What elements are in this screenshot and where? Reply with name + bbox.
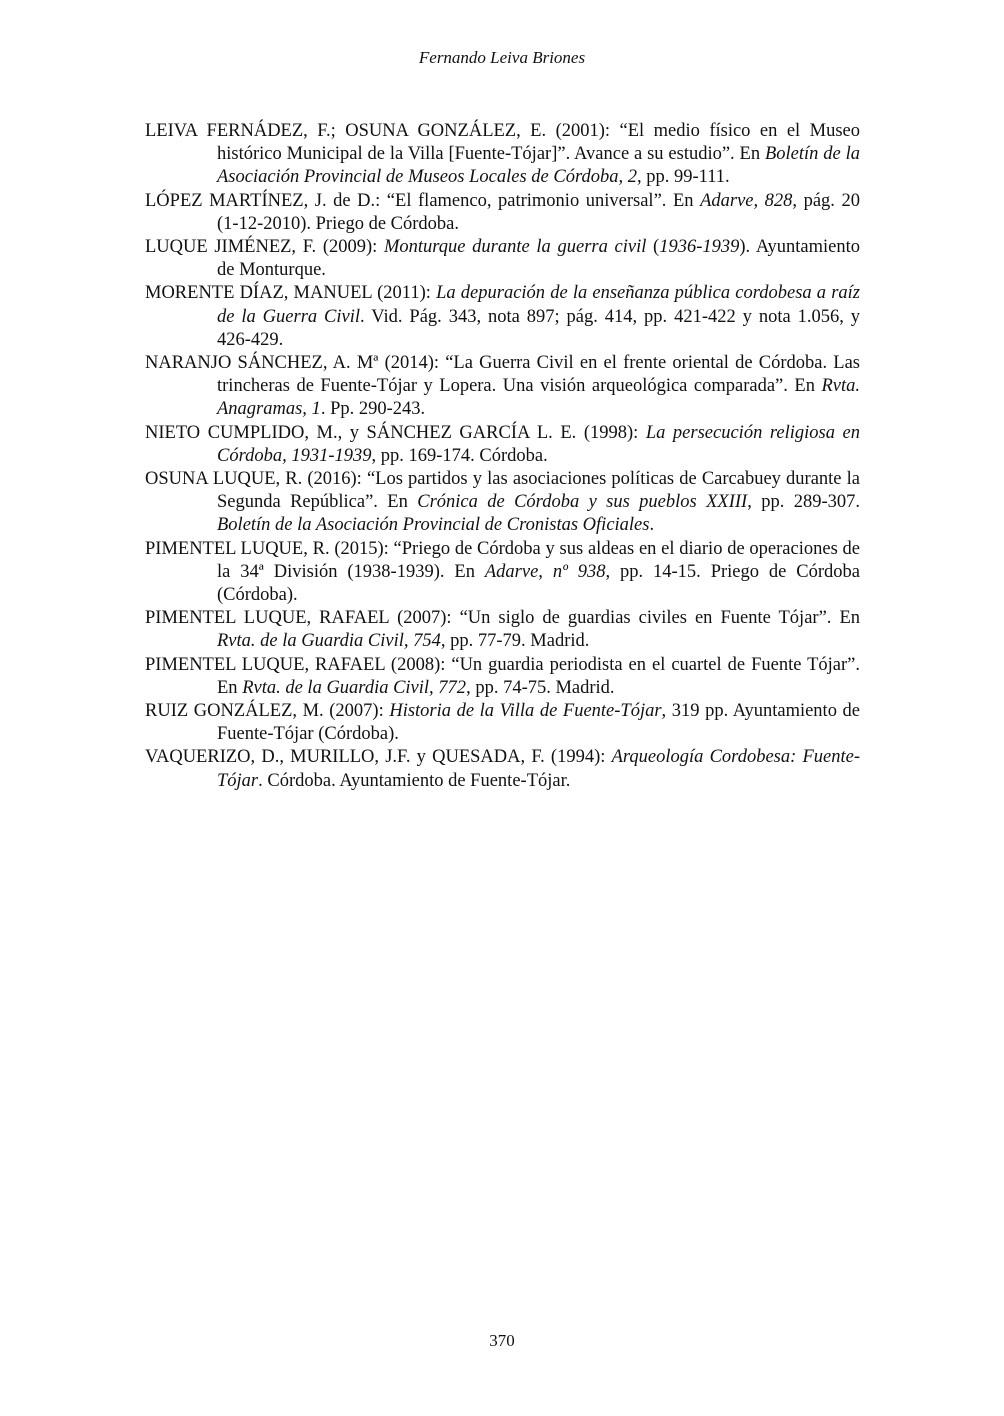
entry-title-italic: Monturque durante la guerra civil [383,237,647,258]
entry-title-italic: Rvta. de la Guardia Civil, 772 [242,677,467,698]
entry-text: OSUNA LUQUE, R. (2016): “Los partidos y las asociaciones políticas de Carcabuey durante la Segunda República”. En [145,469,860,513]
bibliography-entry [145,607,860,653]
entry-text: VAQUERIZO, D., MURILLO, J.F. y QUESADA, F. (1994): [145,747,612,768]
entry-text: . [649,515,655,536]
entry-text: , pág. 20 (1-12-2010). Priego de Córdoba. [217,190,860,234]
entry-text: LEIVA FERNÁDEZ, F.; OSUNA GONZÁLEZ, E. (2001): “El medio físico en el Museo histórico Municipal de la Villa [Fuente-Tójar]”. Avance a su estudio”. En [145,121,860,165]
entry-text: PIMENTEL LUQUE, R. (2015): “Priego de Córdoba y sus aldeas en el diario de operaciones de la 34ª División (1938-1939). En [145,538,860,582]
bibliography-entry [145,538,860,608]
page-number: 370 [489,1331,515,1350]
entry-text: , pp. 169-174. Córdoba. [371,445,548,466]
entry-text: ( [646,237,660,258]
entry-title-italic: Adarve, 828 [700,190,793,211]
entry-text: , pp. 14-15. Priego de Córdoba (Córdoba). [217,561,860,606]
entry-title-italic: Boletín de la Asociación Provincial de Museos Locales de Córdoba, 2 [217,144,860,188]
entry-text: NARANJO SÁNCHEZ, A. Mª (2014): “La Guerra Civil en el frente oriental de Córdoba. Las trincheras de Fuente-Tójar y Lopera. Una visión arqueológica comparada”. En [145,353,860,397]
bibliography-entry [145,282,860,352]
entry-title-italic: Crónica de Córdoba y sus pueblos XXIII [417,492,748,513]
entry-text: ). Ayuntamiento de Monturque. [217,237,860,281]
entry-text: , 319 pp. Ayuntamiento de Fuente-Tójar (Córdoba). [217,701,860,745]
entry-text: , pp. 74-75. Madrid. [466,677,615,698]
entry-title-italic: Adarve, nº 938 [484,561,606,582]
entry-text: . Córdoba. Ayuntamiento de Fuente-Tójar. [258,770,571,791]
bibliography-entry [145,700,860,746]
entry-text: LÓPEZ MARTÍNEZ, J. de D.: “El flamenco, patrimonio universal”. En [145,190,701,211]
running-header: Fernando Leiva Briones [418,48,586,67]
entry-text: LUQUE JIMÉNEZ, F. (2009): [145,237,384,258]
entry-text: , pp. 77-79. Madrid. [440,631,590,652]
bibliography-entry [145,120,860,190]
entry-title-italic: Historia de la Villa de Fuente-Tójar [389,701,662,722]
bibliography-entry [145,190,860,236]
entry-text: PIMENTEL LUQUE, RAFAEL (2007): “Un siglo de guardias civiles en Fuente Tójar”. En [145,608,860,629]
entry-title-italic: Arqueología Cordobesa: Fuente-Tójar [217,747,860,791]
bibliography-entry [145,352,860,422]
bibliography-entry [145,468,860,538]
bibliography-entry [145,654,860,700]
bibliography-entry [145,236,860,282]
entry-title-italic: La depuración de la enseñanza pública cordobesa a raíz de la Guerra Civil [217,283,860,327]
entry-text: PIMENTEL LUQUE, RAFAEL (2008): “Un guardia periodista en el cuartel de Fuente Tójar”. En [145,654,860,698]
entry-text: . Vid. Pág. 343, nota 897; pág. 414, pp. 421-422 y nota 1.056, y 426-429. [217,306,860,350]
bibliography-list [145,120,860,793]
entry-title-italic: Boletín de la Asociación Provincial de Cronistas Oficiales [217,515,650,536]
entry-text: . Pp. 290-243. [320,399,426,420]
bibliography-entry [145,746,860,792]
entry-title-italic: La persecución religiosa en Córdoba, 1931-1939 [217,422,860,466]
bibliography-entry [145,422,860,468]
entry-title-italic: 1936-1939 [659,237,740,258]
entry-text: , pp. 289-307. [747,492,860,513]
entry-text: NIETO CUMPLIDO, M., y SÁNCHEZ GARCÍA L. E. (1998): [145,422,646,443]
entry-text: , pp. 99-111. [636,167,730,188]
entry-text: MORENTE DÍAZ, MANUEL (2011): [145,283,437,304]
entry-title-italic: Rvta. Anagramas, 1 [217,376,860,420]
entry-title-italic: Rvta. de la Guardia Civil, 754 [217,631,441,652]
entry-text: RUIZ GONZÁLEZ, M. (2007): [145,701,390,722]
